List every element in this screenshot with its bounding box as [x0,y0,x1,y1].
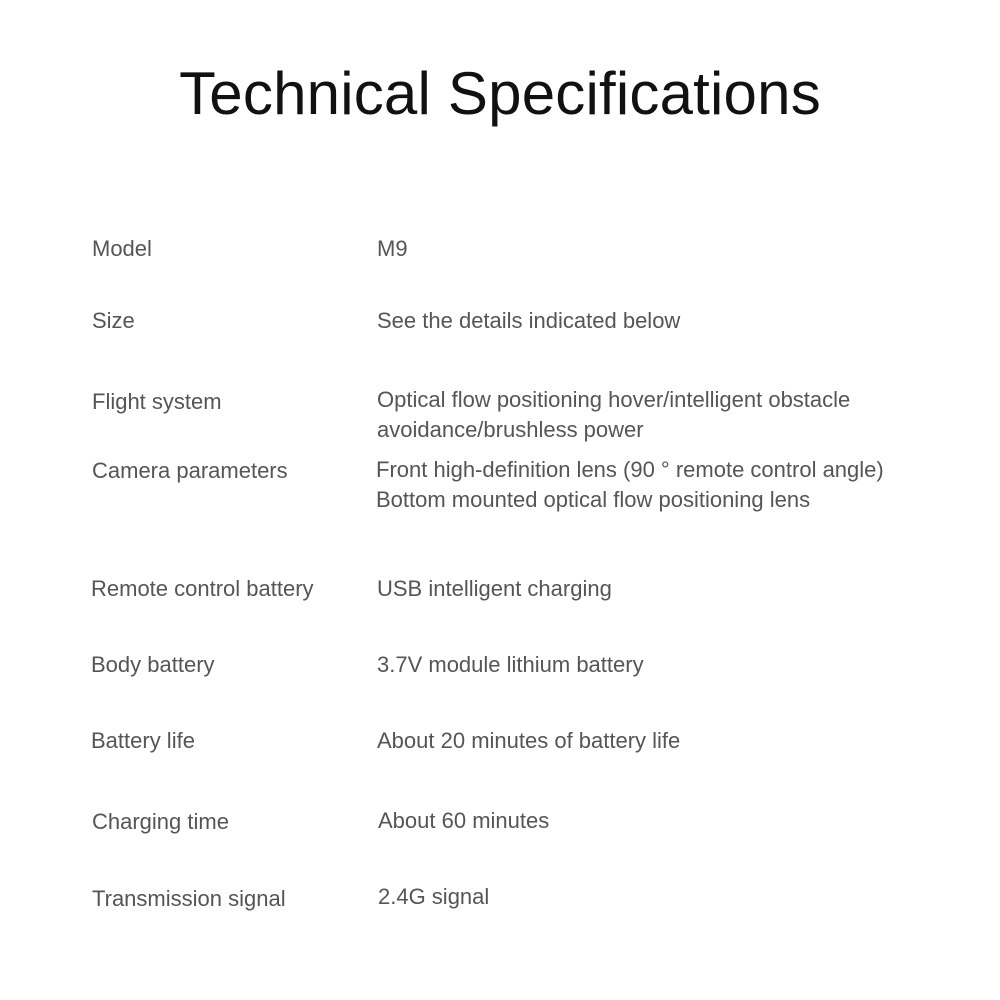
spec-label: Battery life [91,728,195,753]
spec-value-line: Front high-definition lens (90 ° remote control angle) [376,457,884,482]
page-title: Technical Specifications [179,60,821,127]
spec-value [376,455,976,515]
spec-value [377,726,977,756]
spec-value [377,234,977,264]
spec-value-line: See the details indicated below [377,308,681,333]
spec-label: Model [92,236,152,261]
spec-value [377,385,977,445]
spec-value-line: About 20 minutes of battery life [377,728,681,753]
spec-label: Transmission signal [92,886,286,911]
spec-value-line: avoidance/brushless power [377,417,644,442]
spec-value-line: USB intelligent charging [377,576,612,601]
spec-value-line: M9 [377,236,408,261]
spec-label: Flight system [92,389,222,414]
spec-value-line: Bottom mounted optical flow positioning lens [376,487,811,512]
spec-value [377,306,977,336]
spec-value-line: 3.7V module lithium battery [377,652,644,677]
spec-value [377,574,977,604]
spec-label: Size [92,308,135,333]
spec-value [378,806,978,836]
spec-value-line: About 60 minutes [378,808,550,833]
spec-label: Camera parameters [92,458,288,483]
spec-value-line: Optical flow positioning hover/intelligent obstacle [377,387,851,412]
spec-value [377,650,977,680]
spec-label: Body battery [91,652,215,677]
spec-label: Charging time [92,809,229,834]
spec-label: Remote control battery [91,576,314,601]
spec-value [378,882,978,912]
spec-value-line: 2.4G signal [378,884,490,909]
